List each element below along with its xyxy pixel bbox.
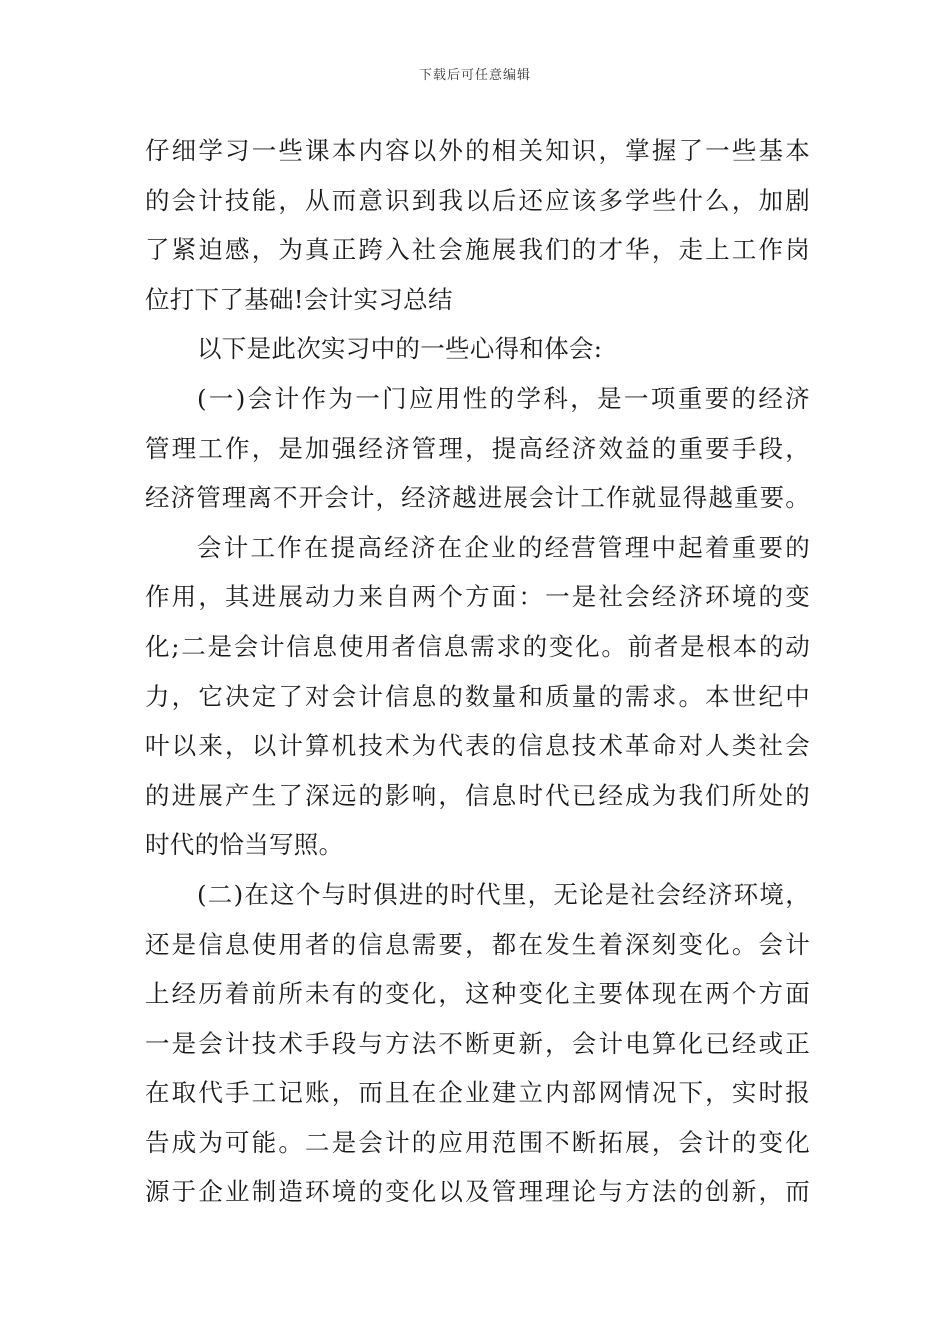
text-line: 一是会计技术手段与方法不断更新，会计电算化已经或正 bbox=[145, 1028, 810, 1058]
text-line: 管理工作，是加强经济管理，提高经济效益的重要手段， bbox=[145, 433, 810, 463]
text-line: 会计工作在提高经济在企业的经营管理中起着重要的 bbox=[197, 532, 810, 562]
text-line: 源于企业制造环境的变化以及管理理论与方法的创新，而 bbox=[145, 1177, 810, 1207]
text-line: 化;二是会计信息使用者信息需求的变化。前者是根本的动 bbox=[145, 631, 810, 661]
text-line: 告成为可能。二是会计的应用范围不断拓展，会计的变化 bbox=[145, 1127, 810, 1157]
text-line: (二)在这个与时俱进的时代里，无论是社会经济环境， bbox=[197, 879, 810, 909]
text-line: 的进展产生了深远的影响，信息时代已经成为我们所处的 bbox=[145, 780, 810, 810]
text-line: 作用，其进展动力来自两个方面：一是社会经济环境的变 bbox=[145, 582, 810, 612]
text-line: 经济管理离不开会计，经济越进展会计工作就显得越重要。 bbox=[145, 483, 810, 513]
page-header: 下载后可任意编辑 bbox=[418, 68, 531, 83]
text-line: 还是信息使用者的信息需要，都在发生着深刻变化。会计 bbox=[145, 929, 810, 959]
text-line: 位打下了基础!会计实习总结 bbox=[145, 284, 453, 314]
document-body bbox=[145, 126, 810, 1217]
text-line: (一)会计作为一门应用性的学科，是一项重要的经济 bbox=[197, 383, 810, 413]
text-line: 力，它决定了对会计信息的数量和质量的需求。本世纪中 bbox=[145, 681, 810, 711]
text-line: 了紧迫感，为真正跨入社会施展我们的才华，走上工作岗 bbox=[145, 235, 810, 265]
text-line: 叶以来，以计算机技术为代表的信息技术革命对人类社会 bbox=[145, 731, 810, 761]
text-line: 以下是此次实习中的一些心得和体会: bbox=[197, 334, 603, 364]
text-line: 的会计技能，从而意识到我以后还应该多学些什么，加剧 bbox=[145, 185, 810, 215]
text-line: 仔细学习一些课本内容以外的相关知识，掌握了一些基本 bbox=[145, 136, 810, 165]
text-line: 在取代手工记账，而且在企业建立内部网情况下，实时报 bbox=[145, 1078, 810, 1108]
text-line: 时代的恰当写照。 bbox=[145, 830, 344, 860]
text-line: 上经历着前所未有的变化，这种变化主要体现在两个方面 bbox=[145, 979, 810, 1009]
